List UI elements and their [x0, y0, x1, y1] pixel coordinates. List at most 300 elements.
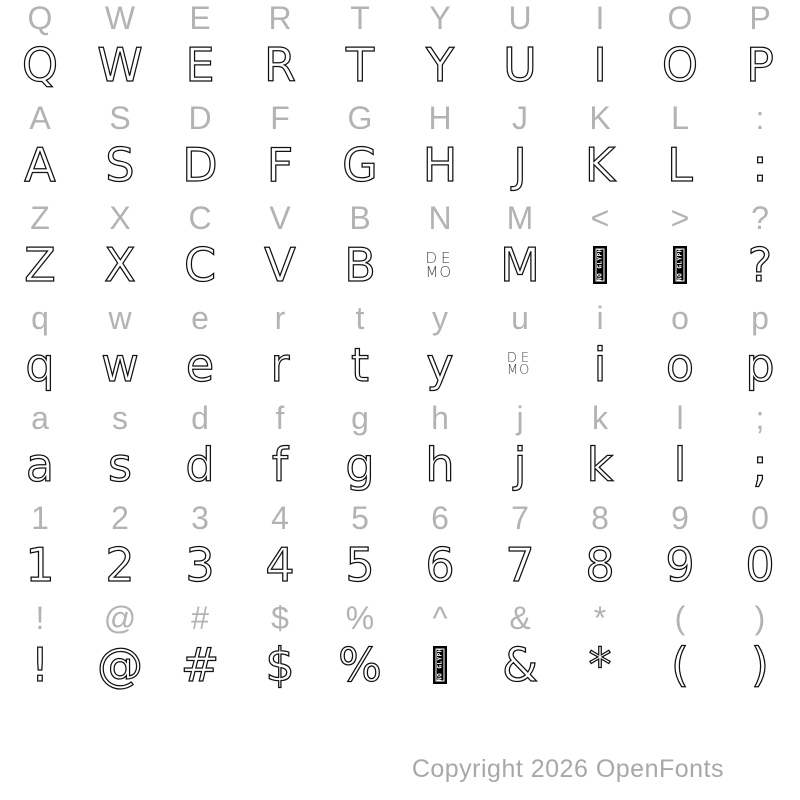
rendered-cell [80, 436, 160, 494]
reference-cell [160, 300, 240, 336]
rendered-cell [480, 536, 560, 594]
reference-glyph: 0 [751, 500, 769, 536]
rendered-glyph: M [500, 238, 540, 292]
rendered-glyph: h [425, 438, 455, 492]
reference-cell [240, 500, 320, 536]
reference-cell [720, 0, 800, 36]
rendered-glyph: ; [752, 438, 768, 492]
reference-cell [320, 200, 400, 236]
rendered-cell [240, 136, 320, 194]
rendered-cell [640, 336, 720, 394]
rendered-cell [400, 236, 480, 294]
reference-cell [80, 600, 160, 636]
reference-glyph: a [31, 400, 49, 436]
rendered-row [0, 236, 800, 294]
rendered-glyph: : [752, 138, 768, 192]
rendered-glyph: w [101, 338, 139, 392]
rendered-glyph: O [661, 38, 699, 92]
reference-glyph: A [29, 100, 51, 136]
reference-glyph: o [671, 300, 689, 336]
demo-watermark-line1: DE [425, 249, 455, 267]
reference-glyph: $ [271, 600, 289, 636]
rendered-glyph: d [185, 438, 215, 492]
rendered-glyph: T [345, 38, 375, 92]
rendered-cell [160, 436, 240, 494]
reference-glyph: p [751, 300, 769, 336]
rendered-glyph: K [584, 138, 616, 192]
reference-cell [0, 200, 80, 236]
reference-cell [0, 500, 80, 536]
reference-cell [80, 400, 160, 436]
reference-cell [80, 500, 160, 536]
reference-cell [400, 200, 480, 236]
rendered-glyph: A [24, 138, 56, 192]
rendered-glyph: @ [97, 638, 143, 692]
reference-glyph: F [270, 100, 290, 136]
rendered-cell [80, 336, 160, 394]
rendered-glyph: F [266, 138, 294, 192]
rendered-cell [160, 236, 240, 294]
reference-glyph: U [508, 0, 532, 36]
reference-glyph: u [511, 300, 529, 336]
rendered-row [0, 436, 800, 494]
reference-cell [480, 500, 560, 536]
reference-cell [320, 600, 400, 636]
reference-glyph: k [592, 400, 608, 436]
reference-cell [240, 0, 320, 36]
rendered-cell [400, 636, 480, 694]
rendered-cell [320, 336, 400, 394]
reference-glyph: < [590, 200, 610, 236]
glyph-row-group [0, 200, 800, 300]
reference-cell [560, 400, 640, 436]
reference-cell [320, 400, 400, 436]
rendered-cell [640, 236, 720, 294]
reference-glyph: > [670, 200, 690, 236]
rendered-glyph: p [745, 338, 775, 392]
rendered-glyph: H [422, 138, 458, 192]
reference-cell [720, 100, 800, 136]
rendered-glyph: 4 [265, 538, 295, 592]
rendered-glyph: r [270, 338, 290, 392]
reference-cell [240, 100, 320, 136]
rendered-glyph: ( [671, 638, 689, 692]
reference-glyph: 1 [31, 500, 49, 536]
rendered-glyph: y [426, 338, 454, 392]
reference-cell [480, 600, 560, 636]
reference-cell [320, 0, 400, 36]
reference-glyph: 7 [511, 500, 529, 536]
reference-cell [640, 500, 720, 536]
reference-cell [480, 300, 560, 336]
glyph-row-group [0, 400, 800, 500]
reference-glyph: e [191, 300, 209, 336]
reference-glyph: Z [30, 200, 50, 236]
rendered-row [0, 136, 800, 194]
rendered-glyph: ) [751, 638, 769, 692]
rendered-glyph: 8 [585, 538, 615, 592]
reference-cell [400, 0, 480, 36]
reference-glyph: M [506, 200, 534, 236]
rendered-cell [0, 636, 80, 694]
rendered-cell [480, 136, 560, 194]
reference-cell [720, 200, 800, 236]
rendered-glyph: 0 [745, 538, 775, 592]
rendered-cell [400, 336, 480, 394]
reference-glyph: K [589, 100, 611, 136]
reference-cell [160, 500, 240, 536]
reference-cell [480, 400, 560, 436]
rendered-glyph: X [104, 238, 136, 292]
rendered-cell [240, 36, 320, 94]
rendered-glyph: 5 [345, 538, 375, 592]
rendered-cell [0, 136, 80, 194]
rendered-glyph: Z [24, 238, 56, 292]
rendered-glyph: V [264, 238, 296, 292]
rendered-cell [560, 236, 640, 294]
reference-cell [560, 100, 640, 136]
reference-row [0, 100, 800, 136]
reference-cell [320, 300, 400, 336]
reference-cell [80, 200, 160, 236]
reference-cell [160, 600, 240, 636]
reference-glyph: Y [429, 0, 451, 36]
reference-cell [640, 300, 720, 336]
rendered-glyph: 9 [665, 538, 695, 592]
reference-glyph: s [112, 400, 128, 436]
demo-watermark [425, 251, 454, 279]
rendered-cell [400, 136, 480, 194]
rendered-cell [80, 636, 160, 694]
rendered-glyph: 1 [25, 538, 55, 592]
reference-glyph: y [432, 300, 448, 336]
reference-cell [160, 100, 240, 136]
rendered-cell [80, 236, 160, 294]
reference-glyph: S [109, 100, 131, 136]
reference-glyph: # [191, 600, 209, 636]
reference-cell [640, 200, 720, 236]
rendered-glyph: i [593, 338, 607, 392]
reference-glyph: W [104, 0, 136, 36]
rendered-glyph: 7 [505, 538, 535, 592]
rendered-glyph: g [345, 438, 375, 492]
reference-cell [480, 200, 560, 236]
reference-cell [400, 500, 480, 536]
rendered-glyph: e [185, 338, 215, 392]
reference-glyph: 8 [591, 500, 609, 536]
rendered-cell [0, 236, 80, 294]
rendered-cell [720, 136, 800, 194]
reference-glyph: ; [755, 400, 765, 436]
reference-glyph: t [355, 300, 365, 336]
rendered-cell [720, 236, 800, 294]
reference-glyph: : [755, 100, 765, 136]
rendered-cell [400, 536, 480, 594]
reference-cell [720, 600, 800, 636]
rendered-row [0, 336, 800, 394]
rendered-cell [640, 36, 720, 94]
reference-glyph: ( [674, 600, 686, 636]
rendered-glyph: & [502, 638, 538, 692]
rendered-cell [320, 236, 400, 294]
reference-cell [320, 100, 400, 136]
rendered-cell [160, 336, 240, 394]
glyph-row-group [0, 300, 800, 400]
rendered-cell [160, 36, 240, 94]
reference-glyph: ? [751, 200, 769, 236]
noglyph-box: NO GLYPH [593, 246, 607, 284]
reference-glyph: E [189, 0, 211, 36]
rendered-glyph: W [97, 38, 143, 92]
reference-glyph: q [31, 300, 49, 336]
rendered-glyph: P [746, 38, 774, 92]
reference-cell [240, 600, 320, 636]
reference-cell [80, 300, 160, 336]
reference-row [0, 400, 800, 436]
rendered-glyph: # [180, 638, 220, 692]
rendered-glyph: G [342, 138, 378, 192]
rendered-glyph: k [586, 438, 614, 492]
reference-cell [400, 600, 480, 636]
reference-cell [720, 500, 800, 536]
reference-glyph: f [275, 400, 285, 436]
rendered-cell [400, 36, 480, 94]
rendered-row [0, 536, 800, 594]
reference-glyph: g [351, 400, 369, 436]
rendered-glyph: R [264, 38, 296, 92]
reference-glyph: O [667, 0, 693, 36]
reference-glyph: J [512, 100, 528, 136]
noglyph-box: NO GLYPH [433, 646, 447, 684]
rendered-glyph: ! [30, 638, 50, 692]
reference-glyph: G [347, 100, 373, 136]
rendered-cell [240, 336, 320, 394]
rendered-cell [240, 536, 320, 594]
reference-glyph: H [428, 100, 452, 136]
reference-glyph: % [345, 600, 375, 636]
rendered-glyph: o [665, 338, 695, 392]
rendered-glyph: t [350, 338, 370, 392]
reference-cell [0, 400, 80, 436]
reference-glyph: l [676, 400, 684, 436]
reference-glyph: 2 [111, 500, 129, 536]
reference-glyph: i [596, 300, 604, 336]
reference-glyph: R [268, 0, 292, 36]
rendered-glyph: 6 [425, 538, 455, 592]
rendered-glyph: a [25, 438, 55, 492]
reference-glyph: & [509, 600, 531, 636]
reference-cell [560, 600, 640, 636]
rendered-cell [640, 536, 720, 594]
reference-cell [160, 200, 240, 236]
rendered-cell [160, 536, 240, 594]
reference-glyph: 3 [191, 500, 209, 536]
reference-glyph: 9 [671, 500, 689, 536]
rendered-glyph: l [673, 438, 687, 492]
rendered-cell [0, 436, 80, 494]
rendered-glyph: B [344, 238, 376, 292]
reference-glyph: 6 [431, 500, 449, 536]
rendered-cell [720, 636, 800, 694]
reference-row [0, 200, 800, 236]
rendered-glyph: D [182, 138, 218, 192]
rendered-cell [320, 136, 400, 194]
rendered-glyph: L [667, 138, 693, 192]
reference-cell [240, 300, 320, 336]
rendered-glyph: 3 [185, 538, 215, 592]
glyph-row-group [0, 100, 800, 200]
reference-glyph: Q [27, 0, 53, 36]
rendered-glyph: Q [21, 38, 59, 92]
reference-glyph: T [350, 0, 370, 36]
reference-cell [640, 600, 720, 636]
glyph-row-group [0, 600, 800, 700]
reference-glyph: ! [35, 600, 45, 636]
rendered-cell [240, 236, 320, 294]
reference-cell [80, 100, 160, 136]
reference-glyph: * [593, 600, 607, 636]
reference-cell [0, 100, 80, 136]
reference-cell [0, 300, 80, 336]
reference-cell [560, 300, 640, 336]
demo-watermark-line2: MO [506, 363, 531, 378]
rendered-glyph: S [105, 138, 135, 192]
rendered-cell [320, 36, 400, 94]
rendered-glyph: * [588, 638, 612, 692]
reference-cell [640, 0, 720, 36]
rendered-cell [640, 636, 720, 694]
reference-cell [720, 300, 800, 336]
rendered-cell [560, 436, 640, 494]
reference-glyph: N [428, 200, 452, 236]
rendered-glyph: q [25, 338, 55, 392]
rendered-cell [480, 636, 560, 694]
reference-cell [560, 200, 640, 236]
rendered-cell [80, 136, 160, 194]
reference-glyph: @ [103, 600, 137, 636]
demo-watermark [507, 353, 533, 377]
rendered-glyph: C [183, 238, 217, 292]
reference-row [0, 300, 800, 336]
rendered-cell [0, 536, 80, 594]
reference-glyph: w [108, 300, 132, 336]
rendered-cell [480, 236, 560, 294]
rendered-cell [560, 336, 640, 394]
rendered-cell [400, 436, 480, 494]
glyph-row-group [0, 500, 800, 600]
rendered-cell [560, 136, 640, 194]
reference-glyph: D [188, 100, 212, 136]
reference-glyph: X [109, 200, 131, 236]
reference-glyph: P [749, 0, 771, 36]
rendered-cell [480, 336, 560, 394]
reference-glyph: ^ [432, 600, 448, 636]
rendered-glyph: s [108, 438, 132, 492]
copyright-text: Copyright 2026 OpenFonts [411, 755, 724, 783]
reference-row [0, 500, 800, 536]
rendered-cell [0, 36, 80, 94]
reference-cell [720, 400, 800, 436]
rendered-glyph: U [503, 38, 537, 92]
demo-watermark-line1: DE [506, 351, 534, 366]
rendered-cell [720, 436, 800, 494]
reference-glyph: B [349, 200, 371, 236]
reference-glyph: j [516, 400, 524, 436]
rendered-cell [160, 636, 240, 694]
rendered-cell [320, 536, 400, 594]
reference-cell [160, 400, 240, 436]
reference-cell [560, 0, 640, 36]
reference-cell [400, 400, 480, 436]
rendered-cell [480, 436, 560, 494]
reference-glyph: 5 [351, 500, 369, 536]
rendered-cell [240, 636, 320, 694]
reference-cell [640, 400, 720, 436]
reference-glyph: r [274, 300, 286, 336]
rendered-cell [160, 136, 240, 194]
reference-cell [240, 400, 320, 436]
reference-cell [560, 500, 640, 536]
rendered-cell [640, 436, 720, 494]
rendered-glyph: j [513, 438, 527, 492]
rendered-cell [560, 636, 640, 694]
reference-cell [480, 100, 560, 136]
rendered-cell [720, 36, 800, 94]
rendered-cell [640, 136, 720, 194]
reference-glyph: L [671, 100, 689, 136]
reference-glyph: ) [754, 600, 766, 636]
rendered-row [0, 36, 800, 94]
rendered-glyph: E [185, 38, 215, 92]
rendered-cell [80, 36, 160, 94]
rendered-glyph: J [513, 138, 527, 192]
reference-cell [0, 0, 80, 36]
rendered-cell [320, 436, 400, 494]
rendered-glyph: % [338, 638, 382, 692]
reference-glyph: d [191, 400, 209, 436]
rendered-cell [480, 36, 560, 94]
reference-cell [240, 200, 320, 236]
reference-glyph: C [188, 200, 212, 236]
rendered-glyph: f [271, 438, 289, 492]
rendered-glyph: Y [425, 38, 455, 92]
rendered-cell [320, 636, 400, 694]
reference-cell [160, 0, 240, 36]
reference-glyph: 4 [271, 500, 289, 536]
rendered-cell [560, 536, 640, 594]
reference-cell [640, 100, 720, 136]
reference-glyph: h [431, 400, 449, 436]
rendered-cell [720, 336, 800, 394]
rendered-glyph: ? [747, 238, 773, 292]
rendered-row [0, 636, 800, 694]
rendered-glyph: $ [265, 638, 295, 692]
rendered-cell [240, 436, 320, 494]
reference-row [0, 600, 800, 636]
reference-glyph: V [269, 200, 291, 236]
rendered-cell [0, 336, 80, 394]
reference-row [0, 0, 800, 36]
reference-cell [480, 0, 560, 36]
rendered-glyph: I [593, 38, 607, 92]
glyph-row-group [0, 0, 800, 100]
rendered-cell [720, 536, 800, 594]
reference-cell [400, 300, 480, 336]
reference-cell [0, 600, 80, 636]
rendered-cell [80, 536, 160, 594]
reference-cell [320, 500, 400, 536]
reference-cell [80, 0, 160, 36]
